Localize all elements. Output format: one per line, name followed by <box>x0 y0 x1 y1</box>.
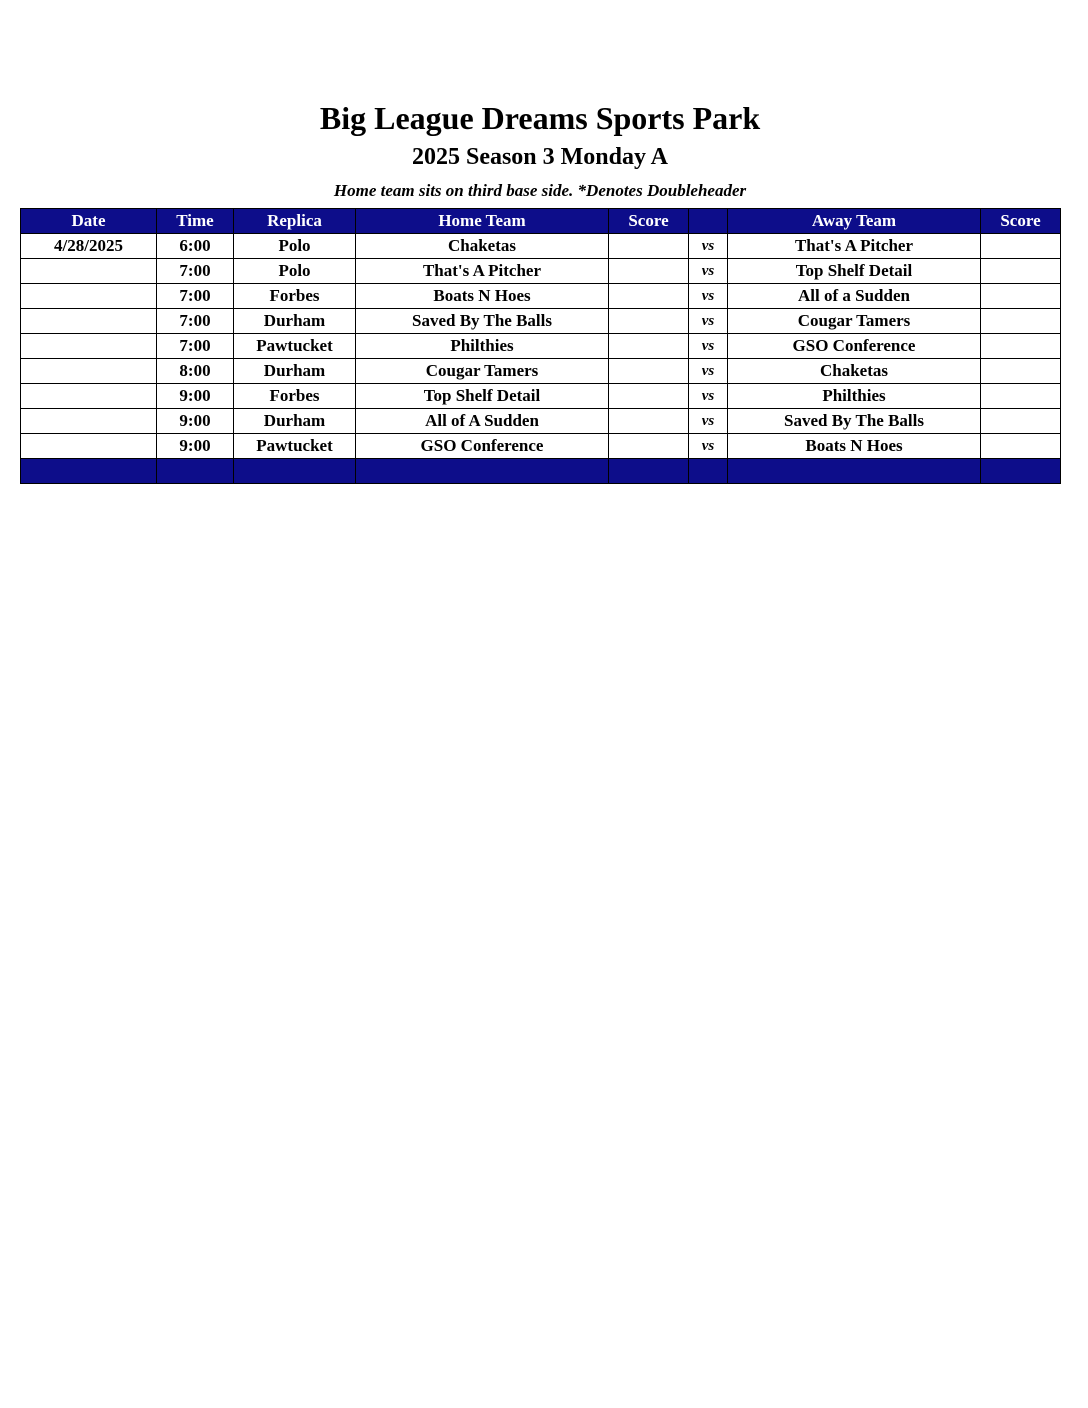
cell-away-score <box>981 334 1061 359</box>
cell-home-score <box>609 409 689 434</box>
cell-away-team: Top Shelf Detail <box>728 259 981 284</box>
table-row <box>21 309 1061 334</box>
cell-home-team: Boats N Hoes <box>356 284 609 309</box>
cell-time: 9:00 <box>157 409 234 434</box>
cell-replica: Durham <box>234 309 356 334</box>
cell-home-score <box>609 434 689 459</box>
column-header-away-score: Score <box>981 209 1061 234</box>
table-footer-row <box>21 459 1061 484</box>
footer-cell <box>609 459 689 484</box>
column-header-date: Date <box>21 209 157 234</box>
column-header-away-team: Away Team <box>728 209 981 234</box>
table-row <box>21 384 1061 409</box>
column-header-home-score: Score <box>609 209 689 234</box>
table-row <box>21 359 1061 384</box>
cell-replica: Polo <box>234 234 356 259</box>
cell-date: 4/28/2025 <box>21 234 157 259</box>
cell-date <box>21 334 157 359</box>
table-row <box>21 259 1061 284</box>
cell-away-score <box>981 384 1061 409</box>
cell-vs: vs <box>689 284 728 309</box>
cell-away-score <box>981 234 1061 259</box>
cell-date <box>21 434 157 459</box>
cell-away-score <box>981 259 1061 284</box>
cell-away-score <box>981 434 1061 459</box>
cell-vs: vs <box>689 434 728 459</box>
cell-home-team: Saved By The Balls <box>356 309 609 334</box>
table-row <box>21 284 1061 309</box>
table-row <box>21 234 1061 259</box>
cell-date <box>21 309 157 334</box>
cell-away-score <box>981 359 1061 384</box>
cell-away-team: Chaketas <box>728 359 981 384</box>
cell-vs: vs <box>689 384 728 409</box>
footer-cell <box>356 459 609 484</box>
footer-cell <box>157 459 234 484</box>
cell-time: 8:00 <box>157 359 234 384</box>
cell-time: 7:00 <box>157 309 234 334</box>
footer-cell <box>234 459 356 484</box>
cell-away-team: That's A Pitcher <box>728 234 981 259</box>
cell-time: 6:00 <box>157 234 234 259</box>
cell-home-team: GSO Conference <box>356 434 609 459</box>
schedule-note: Home team sits on third base side. *Denotes Doubleheader <box>333 181 747 200</box>
cell-away-score <box>981 284 1061 309</box>
table-header-row <box>21 209 1061 234</box>
cell-time: 9:00 <box>157 434 234 459</box>
footer-cell <box>981 459 1061 484</box>
footer-cell <box>689 459 728 484</box>
cell-away-team: Boats N Hoes <box>728 434 981 459</box>
footer-cell <box>21 459 157 484</box>
cell-vs: vs <box>689 309 728 334</box>
cell-home-score <box>609 284 689 309</box>
cell-vs: vs <box>689 334 728 359</box>
cell-home-team: Top Shelf Detail <box>356 384 609 409</box>
cell-away-team: GSO Conference <box>728 334 981 359</box>
page-title: Big League Dreams Sports Park <box>319 100 761 136</box>
cell-away-team: Saved By The Balls <box>728 409 981 434</box>
cell-away-team: Philthies <box>728 384 981 409</box>
cell-replica: Forbes <box>234 284 356 309</box>
column-header-time: Time <box>157 209 234 234</box>
cell-home-team: Philthies <box>356 334 609 359</box>
cell-time: 7:00 <box>157 334 234 359</box>
cell-vs: vs <box>689 359 728 384</box>
cell-home-team: That's A Pitcher <box>356 259 609 284</box>
cell-away-team: Cougar Tamers <box>728 309 981 334</box>
cell-date <box>21 259 157 284</box>
cell-replica: Pawtucket <box>234 434 356 459</box>
cell-replica: Durham <box>234 409 356 434</box>
cell-replica: Forbes <box>234 384 356 409</box>
cell-vs: vs <box>689 409 728 434</box>
cell-replica: Polo <box>234 259 356 284</box>
cell-away-score <box>981 409 1061 434</box>
cell-home-team: Chaketas <box>356 234 609 259</box>
schedule-table <box>20 208 1061 484</box>
cell-time: 9:00 <box>157 384 234 409</box>
table-row <box>21 409 1061 434</box>
cell-replica: Pawtucket <box>234 334 356 359</box>
column-header-replica: Replica <box>234 209 356 234</box>
cell-date <box>21 359 157 384</box>
cell-vs: vs <box>689 259 728 284</box>
cell-home-score <box>609 309 689 334</box>
cell-home-score <box>609 334 689 359</box>
cell-time: 7:00 <box>157 284 234 309</box>
cell-date <box>21 284 157 309</box>
cell-home-score <box>609 234 689 259</box>
cell-time: 7:00 <box>157 259 234 284</box>
cell-home-team: Cougar Tamers <box>356 359 609 384</box>
column-header-home-team: Home Team <box>356 209 609 234</box>
cell-away-score <box>981 309 1061 334</box>
cell-replica: Durham <box>234 359 356 384</box>
column-header-vs <box>689 209 728 234</box>
cell-home-score <box>609 259 689 284</box>
footer-cell <box>728 459 981 484</box>
cell-date <box>21 409 157 434</box>
page-subtitle: 2025 Season 3 Monday A <box>411 144 669 170</box>
schedule-body <box>21 234 1061 484</box>
cell-vs: vs <box>689 234 728 259</box>
cell-date <box>21 384 157 409</box>
cell-home-score <box>609 359 689 384</box>
cell-home-team: All of A Sudden <box>356 409 609 434</box>
table-row <box>21 434 1061 459</box>
cell-home-score <box>609 384 689 409</box>
cell-away-team: All of a Sudden <box>728 284 981 309</box>
table-row <box>21 334 1061 359</box>
